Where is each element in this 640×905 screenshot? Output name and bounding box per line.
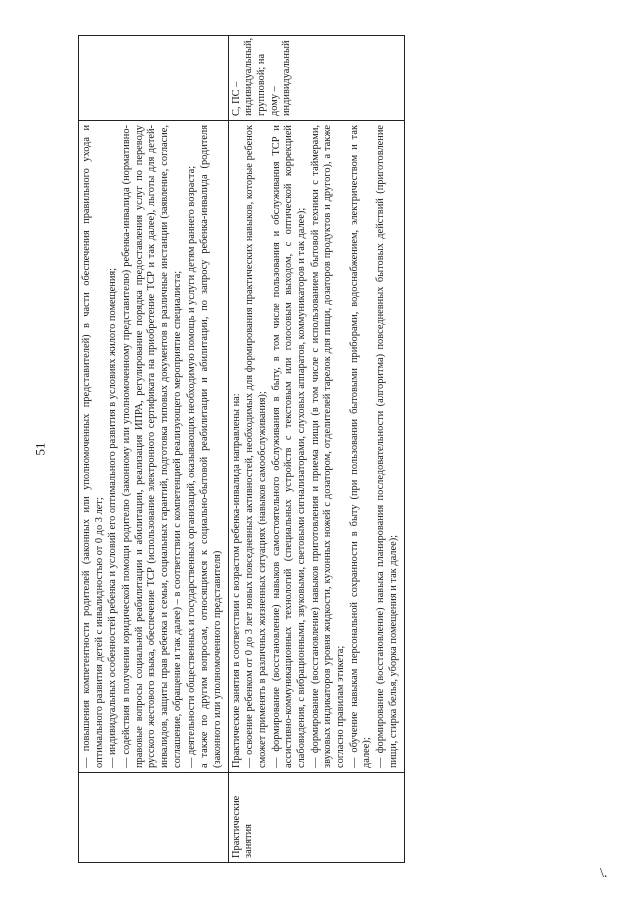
row-content-cell <box>79 121 229 773</box>
table-row <box>228 36 404 863</box>
rotated-page <box>78 35 558 863</box>
list-item: — формирование (восстановление) навыков приготовления и приема пищи (в том числе с использованием бытовой техники с таймерами, звуковых индикаторов уровня жидкости, кухонных ножей с дозатором, отделителей тарелок для пищи, дозаторов продуктов и другого), а также согласно правилам этикета; <box>309 125 347 768</box>
list-item: — формирование (восстановление) навыков самостоятельного обслуживания в быту, в том числе пользования и обслуживания ТСР и ассистивно-коммуникационных технологий (специальных устройств с текстовым или голосовым выходом, с оптической коррекцией слабовидения, с вибрационными, звуковыми, световыми сигнализаторами, слуховых аппаратов, коммуникаторов и так далее); <box>270 125 307 768</box>
list-item: — обучение навыкам персональной сохранности в быту (при пользовании бытовыми приборами, водоснабжением, электричеством и так далее); <box>348 125 373 768</box>
activities-table <box>78 35 405 863</box>
list-item: а также по другим вопросам, относящимся к социально-бытовой реабилитации и абилитации, по запросу ребенка-инвалида (родителя (законного или уполномоченного представителя) <box>199 125 223 768</box>
row-content-cell <box>228 121 404 773</box>
list-item: — повышения компетентности родителей (законных или уполномоченных представителей) в части обеспечения правильного ухода и оптимального развития детей с инвалидностью от 0 до 3 лет; <box>81 125 105 768</box>
row-label-cell <box>79 773 229 863</box>
table-row <box>79 36 229 863</box>
row-format-cell <box>79 36 229 121</box>
list-item: — содействия в получении юридической помощи родителю (законному или уполномоченному представителю) ребенка-инвалида (нормативно-правовые вопросы социальной реабилитации и абилитации, реализация ИПРА, регулирование порядка предоставления услуг по переводу русского жестового языка, обеспечение ТСР (использование электронного сертификата на приобретение ТСР и так далее), льготы для детей-инвалидов, защиты прав ребенка и семьи, социальных гарантий, подготовка типовых документов в различные инстанции (заявление, согласие, соглашение, обращение и так далее) – в соответствии с компетенцией реализующего мероприятие специалиста; <box>121 125 183 768</box>
list-item: — освоение ребенком от 0 до 3 лет новых повседневных активностей, необходимых для формирования практических навыков, которые ребенок сможет применять в различных жизненных ситуациях (навыков самообслуживания); <box>244 125 268 768</box>
margin-mark: \. <box>600 866 608 881</box>
row-format-cell: С, ПС – индивидуальный, групповой; на дому – индивидуальный <box>228 36 404 121</box>
list-item: — формирование (восстановление) навыка планирования последовательности (алгоритма) повседневных бытовых действий (приготовление пищи, стирка белья, уборка помещения и так далее); <box>375 125 399 768</box>
list-item: — деятельности общественных и государственных организаций, оказывающих необходимую помощь и услуги детям раннего возраста; <box>185 165 197 768</box>
row-label-cell: Практические занятия <box>228 773 404 863</box>
list-item: — индивидуальных особенностей ребенка и условий его оптимального развития в условиях жилого помещения; <box>107 267 119 768</box>
page-number: 51 <box>32 442 48 456</box>
list-item: Практические занятия в соответствии с возрастом ребенка-инвалида направлены на: <box>230 393 242 768</box>
